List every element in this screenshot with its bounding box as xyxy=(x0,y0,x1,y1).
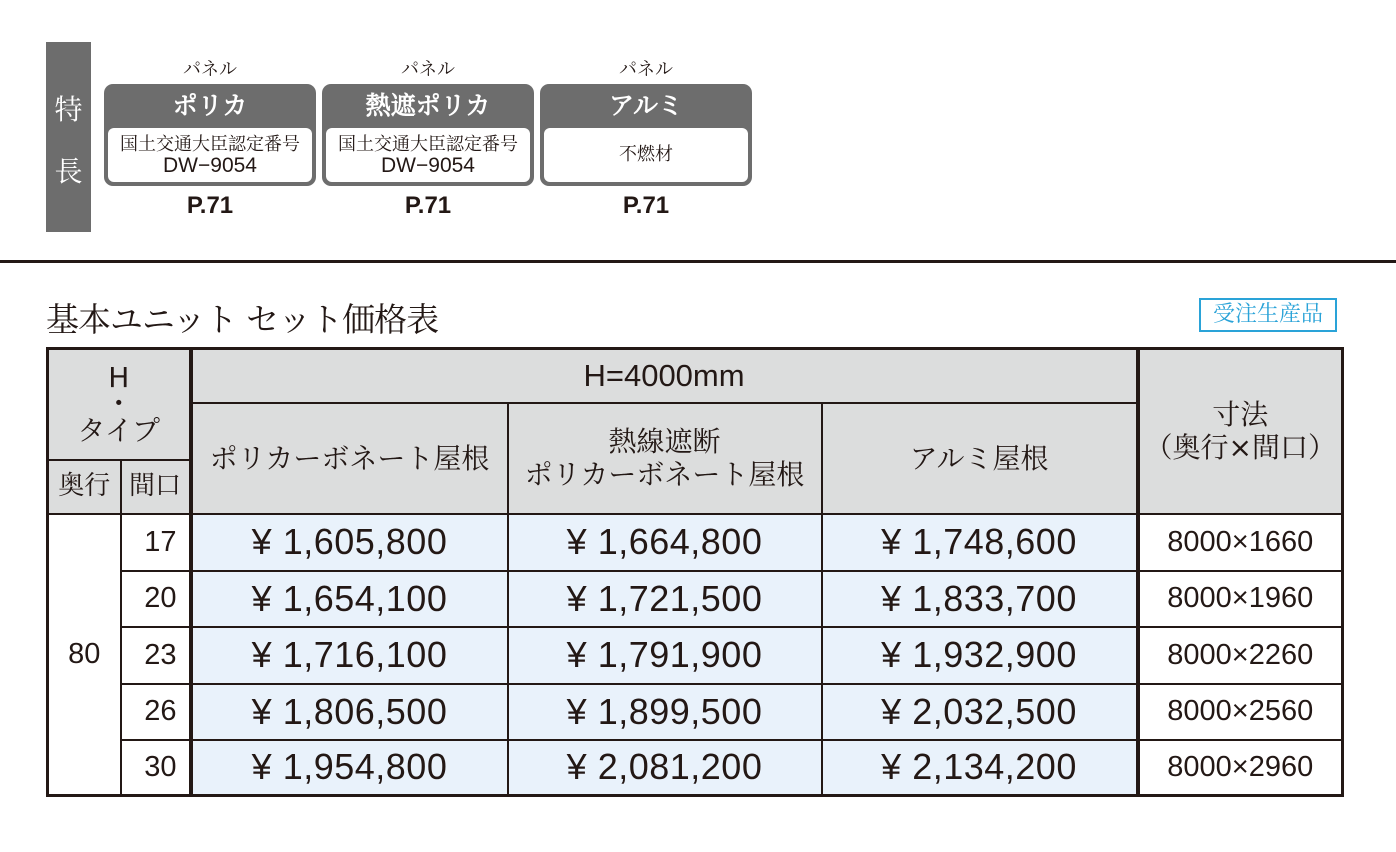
dimension-header-unit: （奥行×間口） xyxy=(1144,431,1337,465)
price-heat-polycarbonate: ¥ 1,899,500 xyxy=(508,684,822,740)
price-polycarbonate: ¥ 1,806,500 xyxy=(191,684,508,740)
feature-card-heat-polycarbonate xyxy=(322,84,534,186)
dimension-value: 8000×1960 xyxy=(1138,571,1343,627)
width-column-header: 間口 xyxy=(121,460,191,514)
certification-number: DW−9054 xyxy=(163,154,257,177)
section-divider xyxy=(0,260,1396,263)
table-row xyxy=(48,627,1343,684)
height-header: H=4000mm xyxy=(191,349,1138,403)
price-aluminum: ¥ 2,134,200 xyxy=(822,740,1138,796)
price-polycarbonate: ¥ 1,654,100 xyxy=(191,571,508,627)
certification-number: DW−9054 xyxy=(381,154,475,177)
certification-label: 国土交通大臣認定番号 xyxy=(120,134,300,155)
feature-card-note xyxy=(108,128,312,182)
type-header-h: H xyxy=(108,361,130,395)
depth-value: 80 xyxy=(48,514,121,796)
price-polycarbonate: ¥ 1,716,100 xyxy=(191,627,508,684)
page-reference: P.71 xyxy=(186,192,234,219)
dimension-value: 8000×1660 xyxy=(1138,514,1343,571)
table-row xyxy=(48,684,1343,740)
width-value: 23 xyxy=(121,627,191,684)
dimension-value: 8000×2960 xyxy=(1138,740,1343,796)
feature-card-aluminum xyxy=(540,84,752,186)
price-heat-polycarbonate: ¥ 1,664,800 xyxy=(508,514,822,571)
width-value: 17 xyxy=(121,514,191,571)
type-header xyxy=(48,349,191,460)
feature-card-note xyxy=(326,128,530,182)
panel-label-aluminum: パネル xyxy=(619,59,673,80)
features-side-label xyxy=(46,42,91,232)
width-value: 26 xyxy=(121,684,191,740)
price-aluminum: ¥ 1,833,700 xyxy=(822,571,1138,627)
table-row xyxy=(48,571,1343,627)
width-value: 20 xyxy=(121,571,191,627)
roof-header-text: 熱線遮断 xyxy=(608,425,721,458)
type-header-type: タイプ xyxy=(77,414,161,448)
roof-header-text: ポリカーボネート屋根 xyxy=(209,441,490,475)
price-polycarbonate: ¥ 1,605,800 xyxy=(191,514,508,571)
price-aluminum: ¥ 2,032,500 xyxy=(822,684,1138,740)
feature-card-note xyxy=(544,128,748,182)
features-label-char-2: 長 xyxy=(54,155,83,188)
price-heat-polycarbonate: ¥ 1,791,900 xyxy=(508,627,822,684)
type-header-dot: ・ xyxy=(104,387,133,421)
made-to-order-badge: 受注生産品 xyxy=(1199,298,1337,332)
page-reference: P.71 xyxy=(622,192,670,219)
feature-card-title: アルミ xyxy=(608,91,683,120)
panel-label-polycarbonate: パネル xyxy=(183,59,237,80)
price-polycarbonate: ¥ 1,954,800 xyxy=(191,740,508,796)
panel-label-heat-polycarbonate: パネル xyxy=(401,59,455,80)
features-label-char-1: 特 xyxy=(54,93,83,126)
price-heat-polycarbonate: ¥ 2,081,200 xyxy=(508,740,822,796)
table-row xyxy=(48,740,1343,796)
dimension-header-label: 寸法 xyxy=(1212,398,1269,432)
price-table-title: 基本ユニット セット価格表 xyxy=(46,300,439,339)
table-row xyxy=(48,514,1343,571)
page-reference: P.71 xyxy=(404,192,452,219)
feature-card-polycarbonate xyxy=(104,84,316,186)
price-aluminum: ¥ 1,932,900 xyxy=(822,627,1138,684)
nonflammable-label: 不燃材 xyxy=(619,144,673,165)
certification-label: 国土交通大臣認定番号 xyxy=(338,134,518,155)
width-value: 30 xyxy=(121,740,191,796)
dimension-value: 8000×2560 xyxy=(1138,684,1343,740)
feature-card-title: 熱遮ポリカ xyxy=(365,91,491,120)
roof-header-aluminum xyxy=(822,403,1138,514)
price-heat-polycarbonate: ¥ 1,721,500 xyxy=(508,571,822,627)
depth-column-header: 奥行 xyxy=(48,460,121,514)
roof-header-polycarbonate xyxy=(191,403,508,514)
roof-header-text: アルミ屋根 xyxy=(909,441,1049,475)
roof-header-text-2: ポリカーボネート屋根 xyxy=(524,458,805,491)
price-table xyxy=(46,347,1344,797)
feature-card-title: ポリカ xyxy=(172,91,248,120)
price-aluminum: ¥ 1,748,600 xyxy=(822,514,1138,571)
roof-header-heat-polycarbonate xyxy=(508,403,822,514)
dimension-header xyxy=(1138,349,1343,514)
dimension-value: 8000×2260 xyxy=(1138,627,1343,684)
